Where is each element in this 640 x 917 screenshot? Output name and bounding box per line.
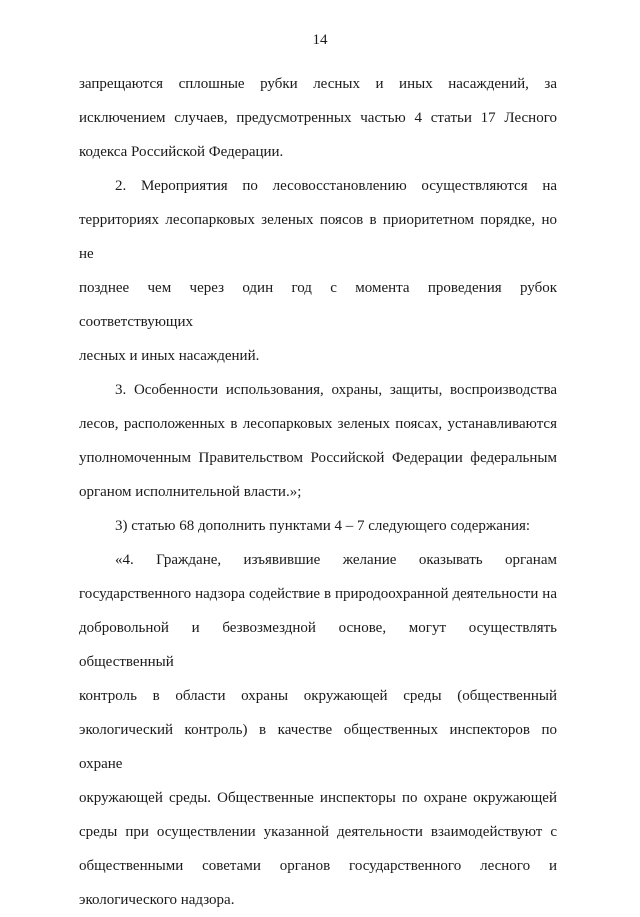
text-line: контроль в области охраны окружающей среды (общественный	[79, 688, 557, 704]
paragraph-3	[79, 373, 557, 509]
text-line: запрещаются сплошные рубки лесных и иных насаждений, за	[79, 76, 557, 92]
text-line: органом исполнительной власти.»;	[79, 484, 302, 500]
text-line: экологический контроль) в качестве общественных инспекторов по охране	[79, 722, 557, 772]
text-line: «4. Граждане, изъявившие желание оказывать органам	[115, 552, 557, 568]
text-line: государственного надзора содействие в природоохранной деятельности на	[79, 586, 557, 602]
paragraph-5	[79, 543, 557, 917]
text-line: лесов, расположенных в лесопарковых зеленых поясах, устанавливаются	[79, 416, 557, 432]
text-line: среды при осуществлении указанной деятельности взаимодействуют с	[79, 824, 557, 840]
page-number: 14	[312, 32, 328, 48]
paragraph-2	[79, 169, 557, 373]
text-line: добровольной и безвозмездной основе, могут осуществлять общественный	[79, 620, 557, 670]
text-line: кодекса Российской Федерации.	[79, 144, 284, 160]
text-line: 2. Мероприятия по лесовосстановлению осуществляются на	[115, 178, 557, 194]
text-line: экологического надзора.	[79, 892, 235, 908]
paragraph-4	[79, 509, 557, 543]
document-body	[79, 67, 557, 917]
text-line: 3. Особенности использования, охраны, защиты, воспроизводства	[115, 382, 557, 398]
text-line: территориях лесопарковых зеленых поясов в приоритетном порядке, но не	[79, 212, 557, 262]
text-line: уполномоченным Правительством Российской Федерации федеральным	[79, 450, 557, 466]
text-line: окружающей среды. Общественные инспекторы по охране окружающей	[79, 790, 557, 806]
text-line: исключением случаев, предусмотренных частью 4 статьи 17 Лесного	[79, 110, 557, 126]
text-line: общественными советами органов государственного лесного и	[79, 858, 557, 874]
text-line: 3) статью 68 дополнить пунктами 4 – 7 следующего содержания:	[115, 518, 531, 534]
paragraph-1	[79, 67, 557, 169]
text-line: лесных и иных насаждений.	[79, 348, 260, 364]
text-line: позднее чем через один год с момента проведения рубок соответствующих	[79, 280, 557, 330]
